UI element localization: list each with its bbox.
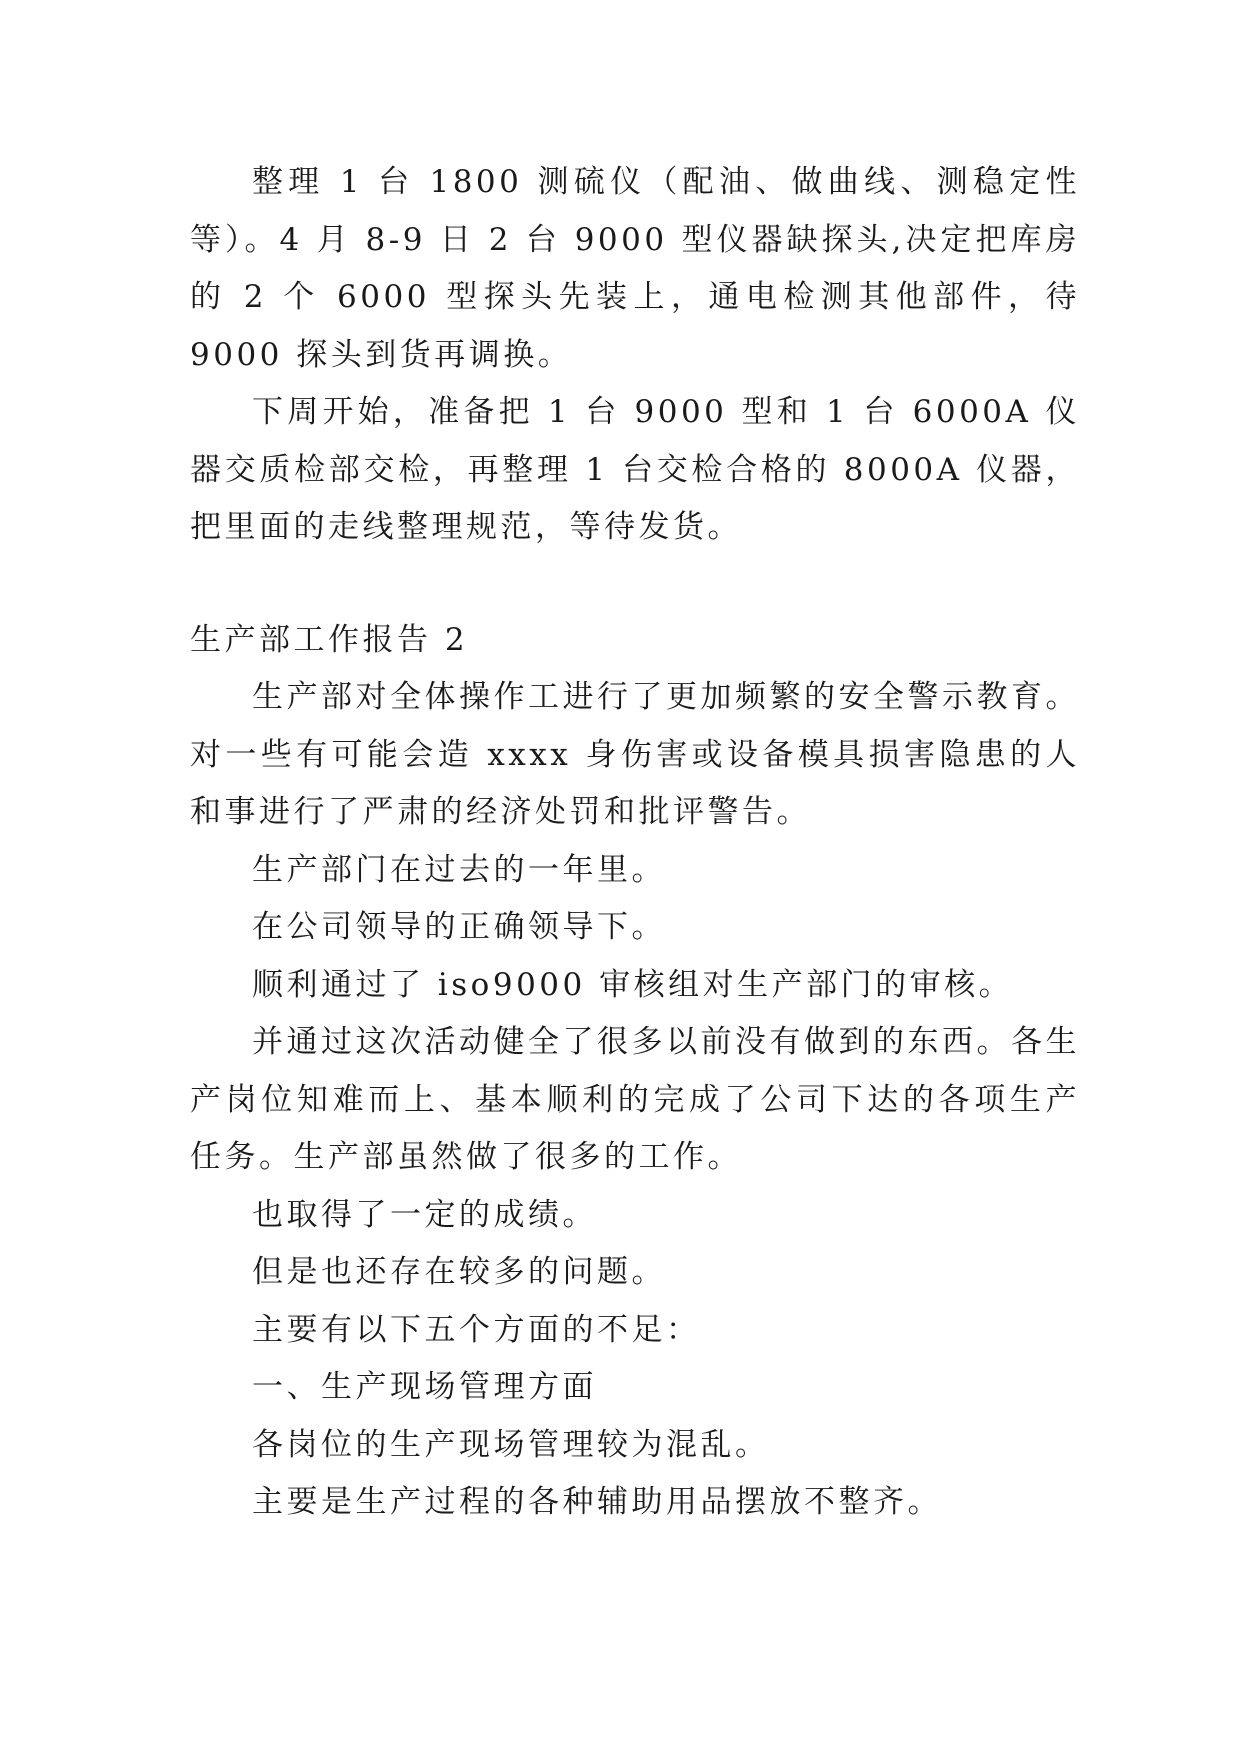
section-heading: 生产部工作报告 2 [190, 621, 469, 658]
section-spacer [190, 557, 1080, 612]
paragraph: 也取得了一定的成绩。 [252, 1196, 597, 1233]
paragraph: 各岗位的生产现场管理较为混乱。 [252, 1426, 770, 1463]
document-body [190, 154, 1080, 1532]
paragraph: 在公司领导的正确领导下。 [252, 909, 666, 945]
paragraph: 下周开始，准备把 1 台 9000 型和 1 台 6000A 仪器交质检部交检，再整理 1 台交检合格的 8000A 仪器，把里面的走线整理规范，等待发货。 [190, 394, 1080, 545]
paragraph: 但是也还存在较多的问题。 [252, 1254, 666, 1290]
paragraph: 整理 1 台 1800 测硫仪（配油、做曲线、测稳定性等）。4 月 8-9 日 2 台 9000 型仪器缺探头,决定把库房的 2 个 6000 型探头先装上，通电检测其他部件，待 9000 探头到货再调换。 [190, 164, 1080, 373]
paragraph: 生产部门在过去的一年里。 [252, 851, 666, 888]
paragraph: 生产部对全体操作工进行了更加频繁的安全警示教育。对一些有可能会造 xxxx 身伤害或设备模具损害隐患的人和事进行了严肃的经济处罚和批评警告。 [190, 679, 1080, 830]
paragraph: 并通过这次活动健全了很多以前没有做到的东西。各生产岗位知难而上、基本顺利的完成了公司下达的各项生产任务。生产部虽然做了很多的工作。 [190, 1024, 1080, 1175]
paragraph: 主要是生产过程的各种辅助用品摆放不整齐。 [252, 1484, 942, 1520]
paragraph: 一、生产现场管理方面 [252, 1369, 597, 1405]
paragraph: 顺利通过了 iso9000 审核组对生产部门的审核。 [252, 966, 1014, 1003]
paragraph: 主要有以下五个方面的不足： [252, 1311, 701, 1348]
